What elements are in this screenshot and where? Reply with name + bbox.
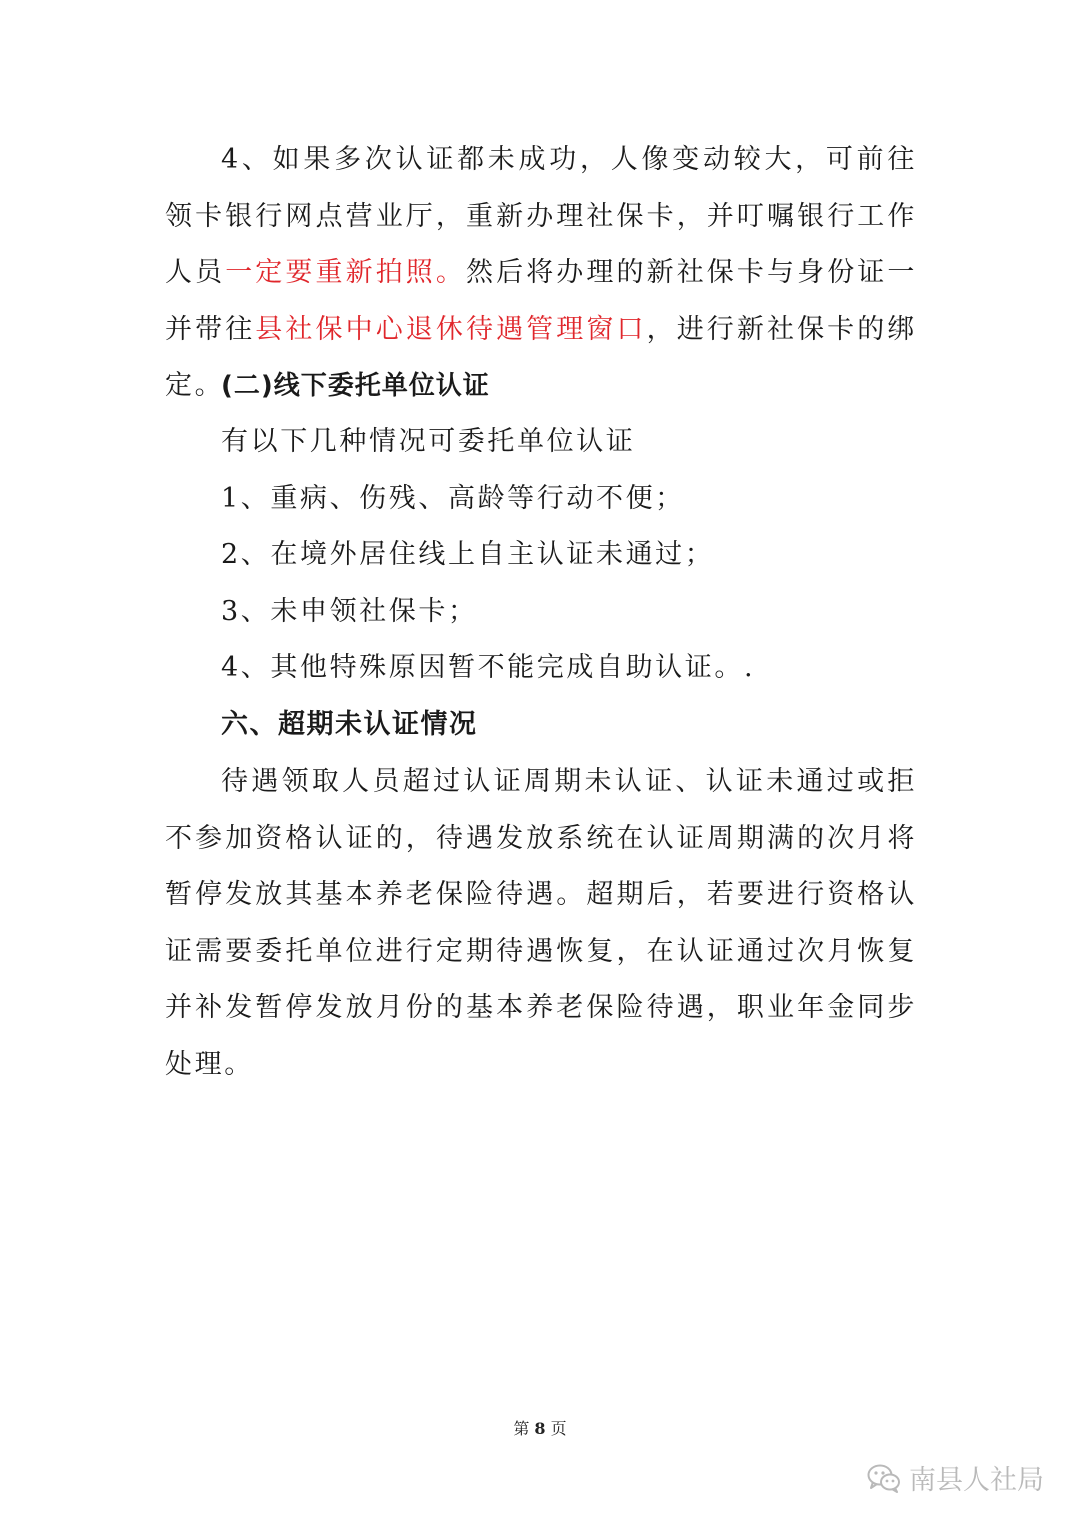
page-number-suffix: 页 <box>550 1419 567 1438</box>
watermark-text: 南县人社局 <box>909 1465 1044 1496</box>
list-item: 4、其他特殊原因暂不能完成自助认证。. <box>221 652 756 683</box>
heading-overdue: 六、超期未认证情况 <box>221 709 478 740</box>
list-item: 2、在境外居住线上自主认证未通过； <box>221 539 715 570</box>
list-item: 3、未申领社保卡； <box>221 596 478 627</box>
wechat-watermark <box>867 1458 1044 1497</box>
paragraph-reauth-text-3: ，进行新社保卡的绑定。 <box>165 313 917 401</box>
paragraph-reauth-text-1: 4、如果多次认证都未成功，人像变动较大，可前往领卡银行网点营业厅，重新办理社保卡，并叮嘱银行工作人员 <box>165 144 917 288</box>
paragraph-overdue: 待遇领取人员超过认证周期未认证、认证未通过或拒不参加资格认证的，待遇发放系统在认证周期满的次月将暂停发放其基本养老保险待遇。超期后，若要进行资格认证需要委托单位进行定期待遇恢复，在认证通过次月恢复并补发暂停发放月份的基本养老保险待遇，职业年金同步处理。 <box>165 766 917 1080</box>
heading-offline-auth: (二)线下委托单位认证 <box>221 371 490 401</box>
page-number-value: 8 <box>534 1419 546 1438</box>
emphasis-service-window: 县社保中心退休待遇管理窗口 <box>255 313 647 345</box>
page-number <box>0 1416 1080 1439</box>
list-item: 1、重病、伤残、高龄等行动不便； <box>221 483 685 514</box>
wechat-icon <box>867 1463 901 1493</box>
emphasis-retake-photo: 一定要重新拍照。 <box>225 257 466 288</box>
page-number-prefix: 第 <box>513 1419 530 1438</box>
offline-intro: 有以下几种情况可委托单位认证 <box>221 426 636 457</box>
paragraph-reauth-text-2: 然后将办理的新社保卡与身份证一并带往 <box>165 257 917 345</box>
